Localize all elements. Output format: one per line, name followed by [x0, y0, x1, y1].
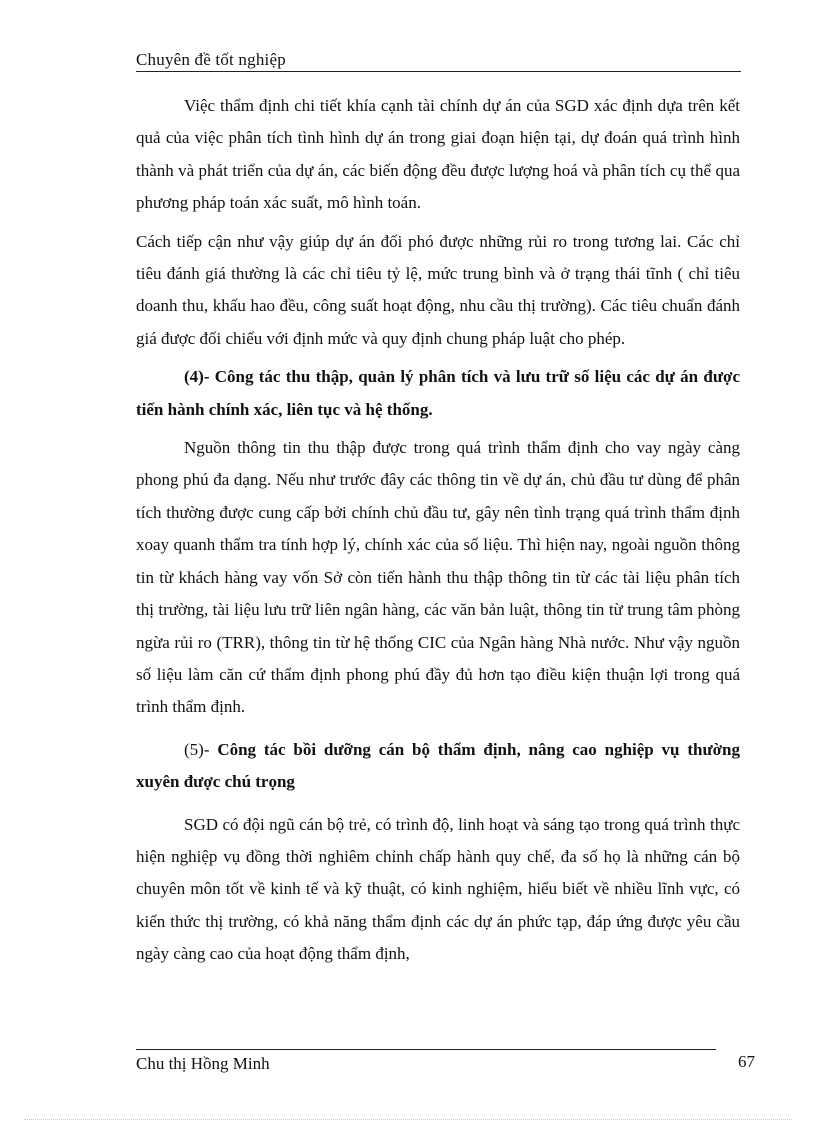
paragraph-3: Nguồn thông tin thu thập được trong quá trình thẩm định cho vay ngày càng phong phú đa dạng. Nếu như trước đây các thông tin về dự án, chủ đầu tư dùng để phân tích thường được cung cấp bởi chính chủ đầu tư, gây nên tình trạng quá trình thẩm định xoay quanh thẩm tra tính hợp lý, chính xác của số liệu. Thì hiện nay, ngoài nguồn thông tin từ khách hàng vay vốn Sở còn tiến hành thu thập thông tin từ các tài liệu phân tích thị trường, tài liệu lưu trữ liên ngân hàng, các văn bản luật, thông tin từ trung tâm phòng ngừa rủi ro (TRR), thông tin từ hệ thống CIC của Ngân hàng Nhà nước. Như vậy nguồn số liệu làm căn cứ thẩm định phong phú đầy đủ hơn tạo điều kiện thuận lợi trong quá trình thẩm định. [136, 438, 740, 717]
page-number: 67 [738, 1052, 755, 1071]
document-body [136, 90, 740, 971]
paragraph-4: SGD có đội ngũ cán bộ trẻ, có trình độ, linh hoạt và sáng tạo trong quá trình thực hiện nghiệp vụ đồng thời nghiêm chỉnh chấp hành quy chế, đa số họ là những cán bộ chuyên môn tốt về kinh tế và kỹ thuật, có kinh nghiệm, hiểu biết về nhiều lĩnh vực, có kiến thức thị trường, có khả năng thẩm định các dự án phức tạp, đáp ứng được yêu cầu ngày càng cao của hoạt động thẩm định, [136, 814, 740, 964]
page-edge-dotted-line [24, 1119, 792, 1120]
heading-4 [136, 361, 740, 426]
header-rule [136, 71, 741, 72]
heading-4-text: Công tác thu thập, quản lý phân tích và lưu trữ số liệu các dự án được tiến hành chính xác, liên tục và hệ thống. [136, 367, 740, 419]
footer-rule [136, 1049, 716, 1050]
header-title: Chuyên đề tốt nghiệp [136, 50, 286, 69]
footer-author: Chu thị Hồng Minh [136, 1054, 270, 1073]
paragraph-1: Việc thẩm định chi tiết khía cạnh tài chính dự án của SGD xác định dựa trên kết quả của việc phân tích tình hình dự án trong giai đoạn hiện tại, dự đoán quá trình hình thành và phát triển của dự án, các biến động đều được lượng hoá và phân tích cụ thể qua phương pháp toán xác suất, mô hình toán. [136, 96, 740, 213]
heading-5-number: (5)- [184, 739, 218, 759]
heading-5 [136, 734, 740, 799]
heading-5-text: Công tác bồi dưỡng cán bộ thẩm định, nâng cao nghiệp vụ thường xuyên được chú trọng [136, 739, 741, 792]
heading-4-number: (4)- [184, 367, 215, 387]
paragraph-2: Cách tiếp cận như vậy giúp dự án đối phó được những rủi ro trong tương lai. Các chỉ tiêu đánh giá thường là các chỉ tiêu tỷ lệ, mức trung bình và ở trạng thái tĩnh ( chỉ tiêu doanh thu, khấu hao đều, công suất hoạt động, nhu cầu thị trường). Các tiêu chuẩn đánh giá được đối chiếu với định mức và quy định chung pháp luật cho phép. [136, 231, 740, 348]
